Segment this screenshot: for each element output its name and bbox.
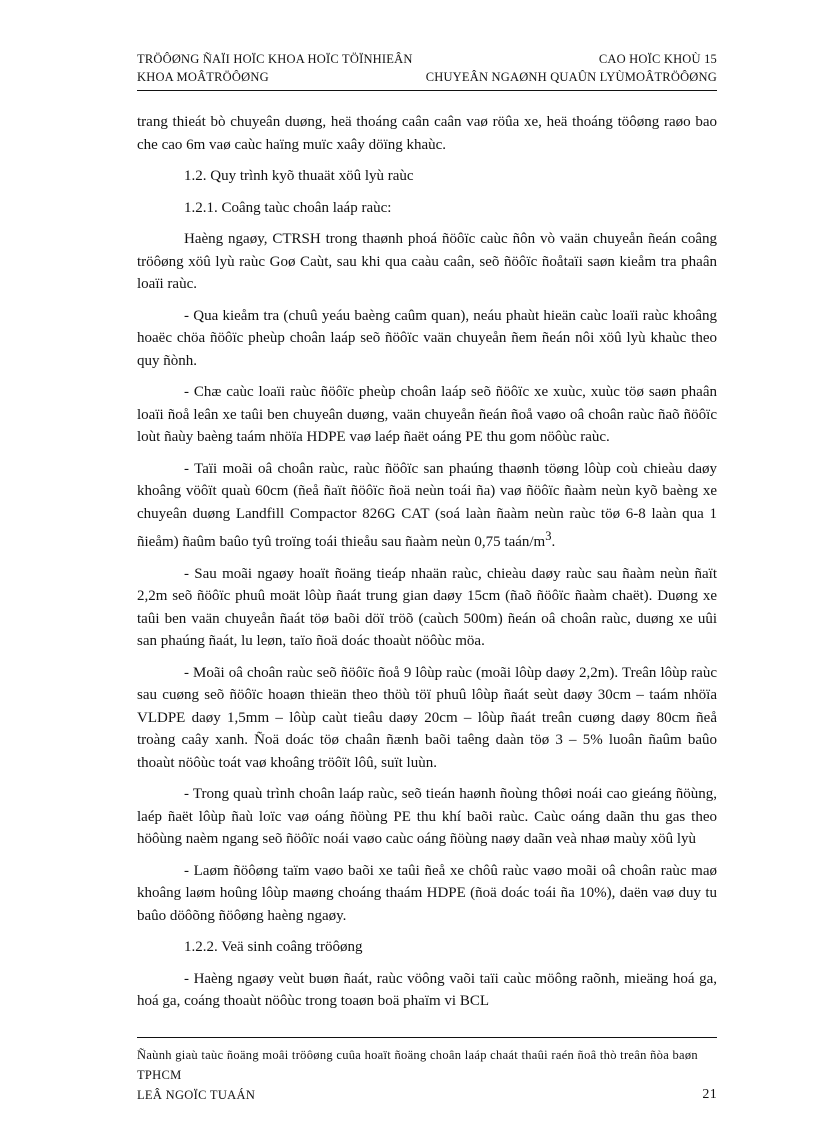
footer-divider <box>137 1037 717 1038</box>
paragraph-text: - Taïi moãi oâ choân raùc, raùc ñöôïc san phaúng thaønh töøng lôùp coù chieàu daøy khoâng vöôït quaù 60cm (ñeå ñaït ñöôïc ñoä neùn toái ña) vaø ñöôïc ñaàm neùn kyõ baèng xe chuyeân duøng Landfill Compactor 826G CAT (soá laàn ñaàm neùn raùc töø 6-8 laàn qua 1 ñieåm) ñaûm baûo tyû troïng toái thieåu sau ñaàm neùn 0,75 taán/m <box>137 460 717 550</box>
subsection-heading: 1.2.1. Coâng taùc choân laáp raùc: <box>184 199 392 216</box>
body-paragraph: - Haèng ngaøy veùt buøn ñaát, raùc vöông vaõi taïi caùc möông raõnh, mieäng hoá ga, hoá ga, coáng thoaùt nöôùc trong toaøn boä phaïm vi BCL <box>137 970 717 1009</box>
body-paragraph <box>137 458 717 554</box>
page-content <box>137 111 717 1022</box>
header-row-1 <box>137 50 717 68</box>
body-paragraph: - Laøm ñöôøng taïm vaøo baõi xe taûi ñeå xe chôû raùc vaøo moãi oâ choân raùc maø khoâng laøm hoûng lôùp maøng choáng thaám HDPE (ñoä doác toái ña 10%), daën vaø duy tu baûo döôõng ñöôøng haèng ngaøy. <box>137 862 717 924</box>
body-paragraph: - Chæ caùc loaïi raùc ñöôïc pheùp choân laáp seõ ñöôïc xe xuùc, xuùc töø saøn phaân loaïi ñoå leân xe taûi ben chuyeân duøng, vaän chuyeån ñeán ñoå vaøo oâ choân raùc ñaõ ñöôïc loùt ñaùy baèng taám nhöïa HDPE vaø laép ñaët oáng PE thu gom nöôùc raùc. <box>137 384 717 445</box>
page-header <box>137 50 717 86</box>
body-paragraph: Haèng ngaøy, CTRSH trong thaønh phoá ñöôïc caùc ñôn vò vaän chuyeån ñeán coâng tröôøng xöû lyù raùc Goø Caùt, sau khi qua caàu caân, seõ ñöôïc ñoåtaïi saøn kieåm tra phaân loaïi raùc. <box>137 231 717 292</box>
footer-row <box>137 1085 717 1105</box>
header-faculty: KHOA MOÂTRÖÔØNG <box>137 70 269 84</box>
header-course: CAO HOÏC KHOÙ 15 <box>598 52 717 66</box>
header-major: CHUYEÂN NGAØNH QUAÛN LYÙMOÂTRÖÔØNG <box>425 70 717 84</box>
body-paragraph: - Trong quaù trình choân laáp raùc, seõ tieán haønh ñoùng thôøi noái cao gieáng ñöùng, laép ñaët lôùp ñaù loïc vaø oáng ñöùng PE thu khí baõi raùc. Caùc oáng daãn thu gas theo höôùng naèm ngang seõ ñöôïc noái vaøo caùc oáng ñöùng naøy daãn veà nhaø maùy xöû lyù <box>137 786 717 847</box>
header-university: TRÖÔØNG ÑAÏI HOÏC KHOA HOÏC TÖÏNHIEÂN <box>137 52 413 66</box>
paragraph-end: . <box>551 534 556 550</box>
header-divider <box>137 90 717 91</box>
superscript: 3 <box>545 529 552 543</box>
subsection-heading: 1.2.2. Veä sinh coâng tröôøng <box>184 939 363 955</box>
body-paragraph: trang thieát bò chuyeân duøng, heä thoáng caân caân vaø röûa xe, heä thoáng töôøng raøo bao che cao 6m vaø caùc haïng muïc xaây döïng khaùc. <box>137 114 717 153</box>
body-paragraph: - Sau moãi ngaøy hoaït ñoäng tieáp nhaän raùc, chieàu daøy raùc sau ñaàm neùn ñaït 2,2m seõ ñöôïc phuû moät lôùp ñaát trung gian daøy 15cm (ñaõ ñöôïc ñaàm chaët). Duøng xe taûi ben vaän chuyeån ñaát töø baõi döï tröõ (caùch 500m) ñeán oâ choân raùc, duøng xe uûi san phaúng ñaát, lu leøn, taïo ñoä doác thoaùt nöôùc möa. <box>137 565 717 649</box>
body-paragraph: - Qua kieåm tra (chuû yeáu baèng caûm quan), neáu phaùt hieän caùc loaïi raùc khoâng hoaëc chöa ñöôïc pheùp choân laáp seõ ñöôïc vaän chuyeån ñem ñeán nôi xöû lyù khaùc theo quy ñònh. <box>137 307 717 369</box>
header-row-2 <box>137 68 717 86</box>
page-footer <box>137 1045 717 1105</box>
page-number: 21 <box>702 1087 717 1102</box>
footer-author: LEÂ NGOÏC TUAÁN <box>137 1088 256 1102</box>
section-heading: 1.2. Quy trình kyõ thuaät xöû lyù raùc <box>184 168 414 184</box>
footer-title: Ñaùnh giaù taùc ñoäng moâi tröôøng cuûa hoaït ñoäng choân laáp chaát thaûi raén ñoâ thò treân ñòa baøn TPHCM <box>137 1048 698 1082</box>
body-paragraph: - Moãi oâ choân raùc seõ ñöôïc ñoå 9 lôùp raùc (moãi lôùp daøy 2,2m). Treân lôùp raùc sau cuøng seõ ñöôïc hoaøn thieän theo thöù töï phuû lôùp ñaát seùt daøy 30cm – taám nhöïa VLDPE daøy 1,5mm – lôùp caùt tieâu daøy 20cm – lôùp ñaát treân cuøng daøy 80cm ñeå troàng caây xanh. Ñoä doác töø chaân ñænh baõi taêng daàn töø 3 – 5% luoân ñaûm baûo thoaùt nöôùc toát vaø khoâng tröôït lôû, suït luùn. <box>137 664 717 771</box>
